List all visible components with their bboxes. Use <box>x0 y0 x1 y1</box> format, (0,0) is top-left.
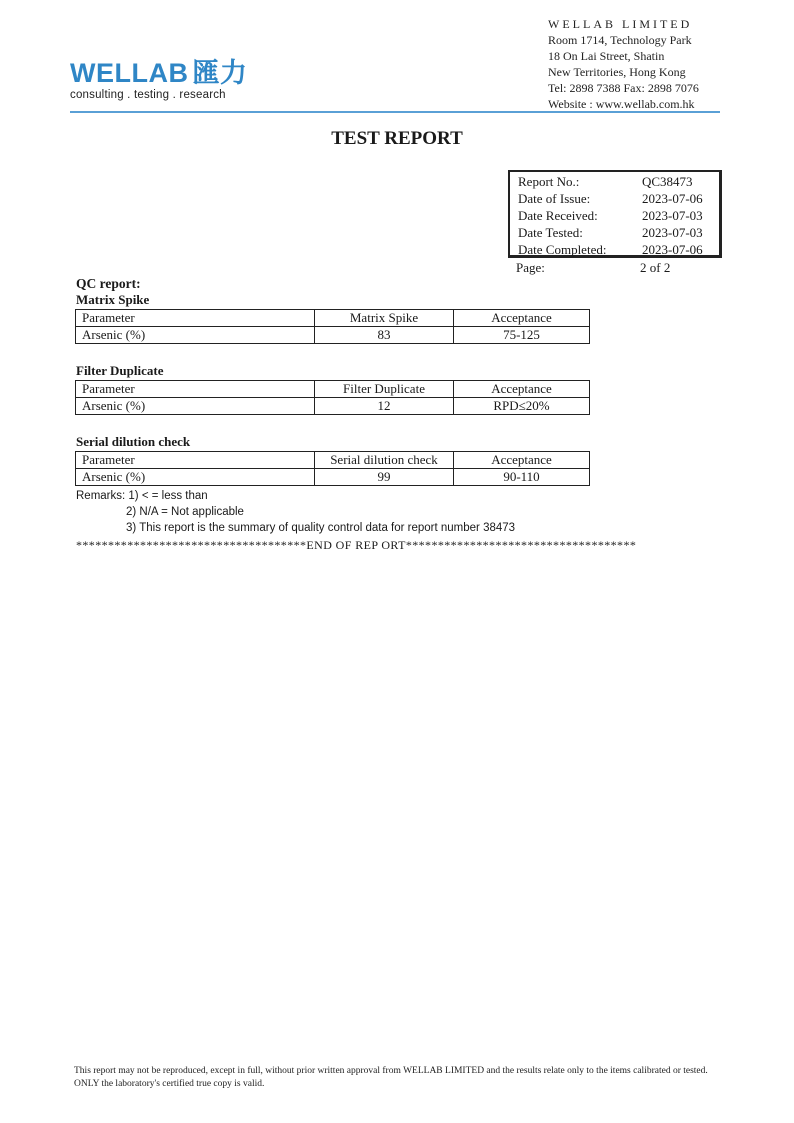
table-header-row <box>76 381 590 398</box>
date-completed-row <box>518 242 703 258</box>
date-tested-label: Date Tested: <box>518 225 583 240</box>
table-cell: 83 <box>315 327 454 344</box>
date-received-value: 2023-07-03 <box>642 208 703 223</box>
matrix-spike-table <box>75 309 590 344</box>
filter-duplicate-table <box>75 380 590 415</box>
table-cell: 90-110 <box>454 469 590 486</box>
table-cell: Arsenic (%) <box>76 398 315 415</box>
company-logo <box>70 58 247 101</box>
serial-dilution-check-table <box>75 451 590 486</box>
table-cell: Arsenic (%) <box>76 469 315 486</box>
section-heading-filter-duplicate: Filter Duplicate <box>76 363 164 378</box>
remark-item: Remarks: 1) < = less than <box>76 490 208 502</box>
page-label: Page: <box>516 260 545 275</box>
end-of-report-marker: ************************************END OF REP ORT************************************ <box>76 538 637 552</box>
date-completed-label: Date Completed: <box>518 242 607 257</box>
column-header: Acceptance <box>454 310 590 327</box>
company-name: WELLAB LIMITED <box>548 17 693 31</box>
table-cell: 75-125 <box>454 327 590 344</box>
address-line: Room 1714, Technology Park <box>548 33 692 47</box>
date-tested-row <box>518 225 703 241</box>
table-cell: RPD≤20% <box>454 398 590 415</box>
date-completed-value: 2023-07-06 <box>642 242 703 257</box>
logo-text: WELLAB <box>70 58 189 88</box>
table-cell: 99 <box>315 469 454 486</box>
address-line: 18 On Lai Street, Shatin <box>548 49 665 63</box>
column-header: Parameter <box>76 452 315 469</box>
report-info-box <box>508 170 722 258</box>
column-header: Acceptance <box>454 381 590 398</box>
date-of-issue-label: Date of Issue: <box>518 191 591 206</box>
column-header: Matrix Spike <box>315 310 454 327</box>
column-header: Serial dilution check <box>315 452 454 469</box>
section-heading-serial-dilution-check: Serial dilution check <box>76 434 191 449</box>
column-header: Acceptance <box>454 452 590 469</box>
column-header: Filter Duplicate <box>315 381 454 398</box>
report-number-value: QC38473 <box>642 174 693 189</box>
table-row <box>76 398 590 415</box>
remark-item: 2) N/A = Not applicable <box>126 506 244 518</box>
date-tested-value: 2023-07-03 <box>642 225 703 240</box>
table-header-row <box>76 310 590 327</box>
column-header: Parameter <box>76 381 315 398</box>
page-title: TEST REPORT <box>331 128 463 149</box>
date-of-issue-row <box>518 191 703 207</box>
table-row <box>76 327 590 344</box>
table-cell: 12 <box>315 398 454 415</box>
report-number-label: Report No.: <box>518 174 580 189</box>
page-number-row <box>516 260 670 276</box>
company-address <box>548 16 699 112</box>
date-received-label: Date Received: <box>518 208 598 223</box>
table-header-row <box>76 452 590 469</box>
section-heading-matrix-spike: Matrix Spike <box>76 292 150 307</box>
remarks <box>76 488 515 536</box>
column-header: Parameter <box>76 310 315 327</box>
contact-phone-fax: Tel: 2898 7388 Fax: 2898 7076 <box>548 81 699 95</box>
address-line: New Territories, Hong Kong <box>548 65 686 79</box>
table-row <box>76 469 590 486</box>
table-cell: Arsenic (%) <box>76 327 315 344</box>
header-divider <box>70 111 720 113</box>
page-value: 2 of 2 <box>640 260 671 275</box>
report-number-row <box>518 174 693 190</box>
logo-tagline: consulting . testing . research <box>70 89 226 101</box>
footer-disclaimer: This report may not be reproduced, except in full, without prior written approval from WELLAB LIMITED and the results relate only to the items calibrated or tested. ONLY the laboratory's certified true copy is valid. <box>74 1066 708 1089</box>
logo-chinese-text: 匯力 <box>192 58 248 88</box>
qc-report-title: QC report: <box>76 276 141 291</box>
date-received-row <box>518 208 703 224</box>
remark-item: 3) This report is the summary of quality control data for report number 38473 <box>126 522 516 534</box>
website: Website : www.wellab.com.hk <box>548 97 695 111</box>
date-of-issue-value: 2023-07-06 <box>642 191 703 206</box>
